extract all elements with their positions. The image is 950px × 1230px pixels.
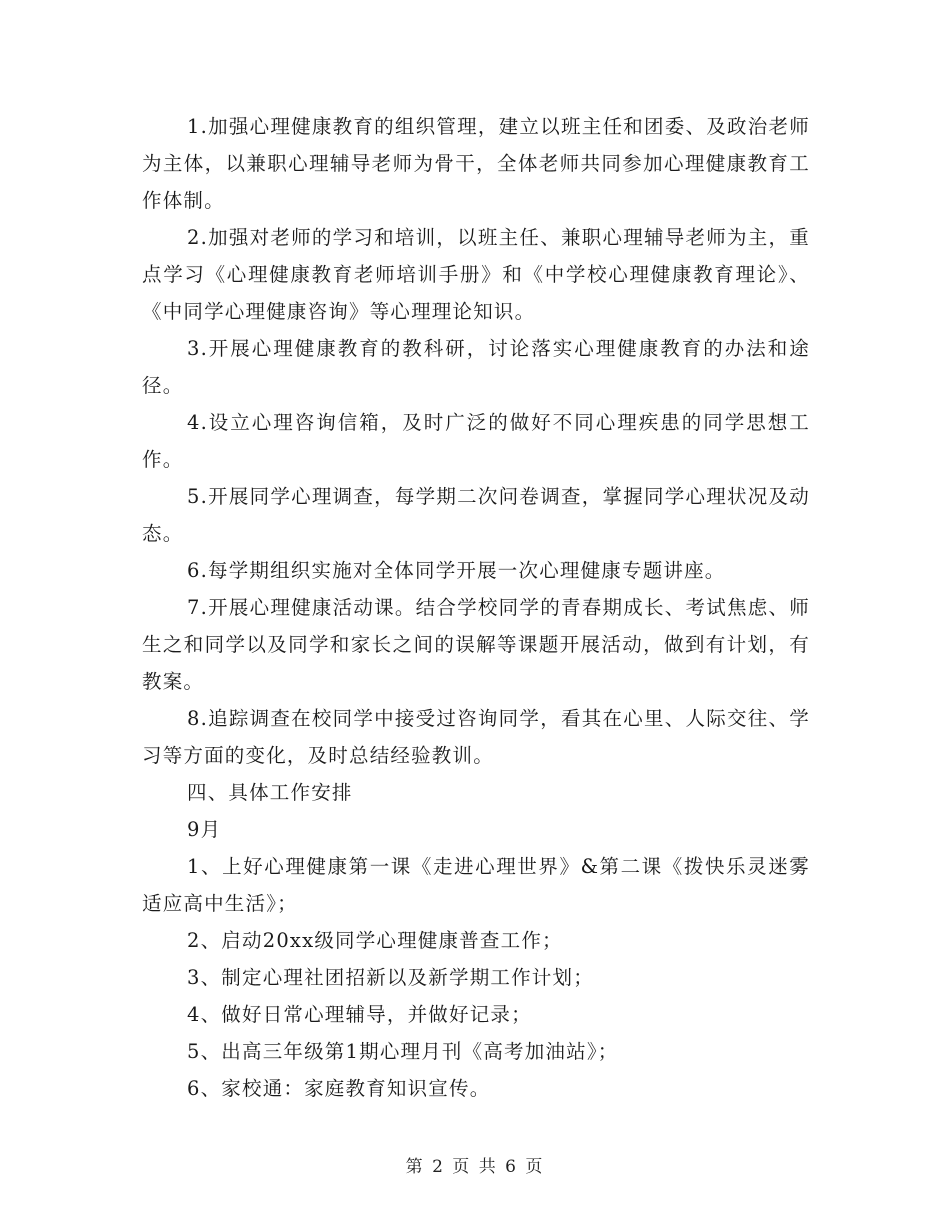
page-indicator: 第 2 页 共 6 页 (405, 1157, 545, 1177)
section-heading: 四、具体工作安排 (187, 781, 353, 804)
paragraph-3: 3.开展心理健康教育的教科研，讨论落实心理健康教育的办法和途径。 (142, 337, 810, 397)
task-item-2: 2、启动20xx级同学心理健康普查工作； (187, 929, 563, 952)
task-item-6: 6、家校通：家庭教育知识宣传。 (187, 1077, 491, 1100)
paragraph-4: 4.设立心理咨询信箱，及时广泛的做好不同心理疾患的同学思想工作。 (142, 411, 810, 471)
paragraph-7: 7.开展心理健康活动课。结合学校同学的青春期成长、考试焦虑、师生之和同学以及同学和家长之间的误解等课题开展活动，做到有计划，有教案。 (142, 596, 810, 693)
task-item-3: 3、制定心理社团招新以及新学期工作计划； (187, 966, 594, 989)
document-body (142, 108, 810, 1107)
paragraph-8: 8.追踪调查在校同学中接受过咨询同学，看其在心里、人际交往、学习等方面的变化，及时总结经验教训。 (142, 707, 810, 767)
month-heading: 9月 (187, 818, 222, 841)
paragraph-6: 6.每学期组织实施对全体同学开展一次心理健康专题讲座。 (187, 559, 726, 582)
task-item-1: 1、上好心理健康第一课《走进心理世界》&第二课《拨快乐灵迷雾 适应高中生活》； (142, 855, 810, 915)
paragraph-2: 2.加强对老师的学习和培训，以班主任、兼职心理辅导老师为主，重点学习《心理健康教育老师培训手册》和《中学校心理健康教育理论》、《中同学心理健康咨询》等心理理论知识。 (142, 226, 810, 323)
paragraph-1: 1.加强心理健康教育的组织管理，建立以班主任和团委、及政治老师为主体，以兼职心理辅导老师为骨干，全体老师共同参加心理健康教育工作体制。 (142, 115, 810, 212)
task-item-5: 5、出高三年级第1期心理月刊《高考加油站》； (187, 1040, 619, 1063)
task-item-4: 4、做好日常心理辅导，并做好记录； (187, 1003, 532, 1026)
paragraph-5: 5.开展同学心理调查，每学期二次问卷调查，掌握同学心理状况及动态。 (142, 485, 810, 545)
